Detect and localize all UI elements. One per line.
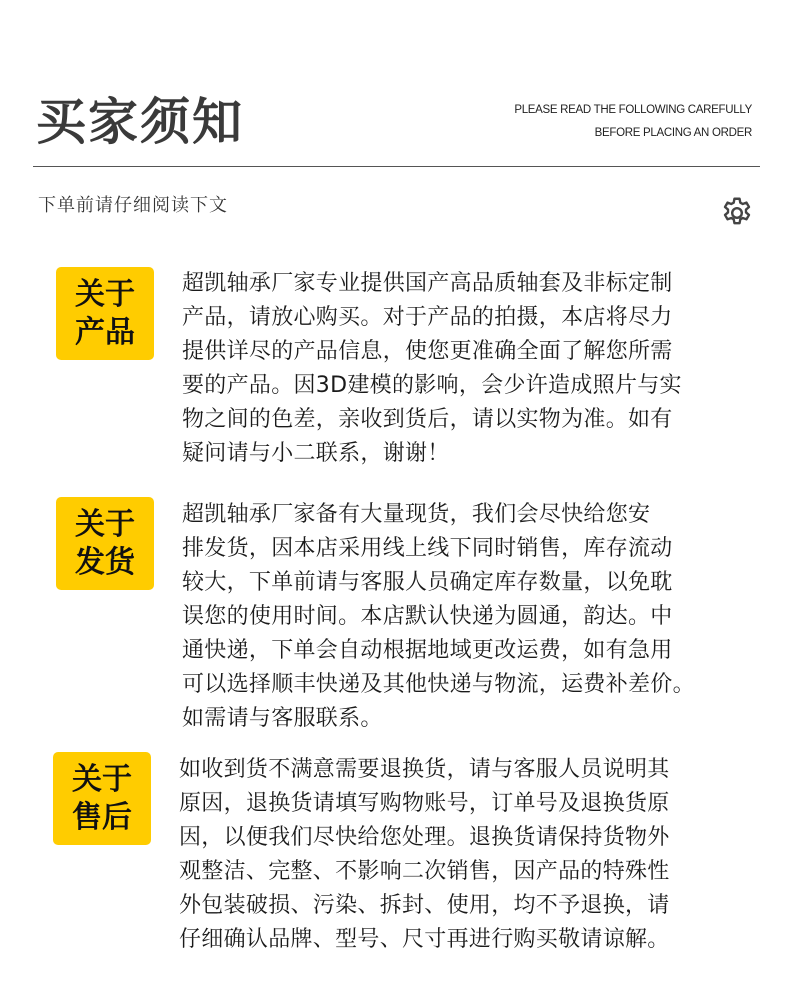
badge-about-after-sales	[53, 752, 151, 845]
text-line: 可以选择顺丰快递及其他快递与物流，运费补差价。	[182, 672, 695, 697]
badge-line: 关于	[75, 506, 135, 542]
badge-about-product	[56, 267, 154, 360]
text-line: 较大，下单前请与客服人员确定库存数量，以免耽	[182, 570, 673, 595]
badge-about-shipping	[56, 497, 154, 590]
badge-line: 发货	[75, 544, 135, 580]
intro-text: 下单前请仔细阅读下文	[38, 195, 228, 216]
text-line: 观整洁、完整、不影响二次销售，因产品的特殊性	[179, 859, 670, 884]
text-line: 疑问请与小二联系，谢谢！	[182, 441, 450, 466]
text-line: 原因，退换货请填写购物账号，订单号及退换货原	[179, 791, 670, 816]
badge-line: 关于	[72, 761, 132, 797]
gear-icon	[719, 195, 755, 231]
text-line: 仔细确认品牌、型号、尺寸再进行购买敬请谅解。	[179, 927, 670, 952]
divider	[33, 166, 760, 167]
text-line: 超凯轴承厂家专业提供国产高品质轴套及非标定制	[182, 271, 673, 296]
badge-line: 关于	[75, 276, 135, 312]
section-product-text	[182, 267, 742, 471]
text-line: 如收到货不满意需要退换货，请与客服人员说明其	[179, 757, 670, 782]
section-shipping-text	[182, 498, 742, 736]
text-line: 排发货，因本店采用线上线下同时销售，库存流动	[182, 536, 673, 561]
text-line: 外包装破损、污染、拆封、使用，均不予退换，请	[179, 893, 670, 918]
badge-line: 产品	[75, 314, 135, 350]
subtitle-en-line2: BEFORE PLACING AN ORDER	[594, 127, 752, 139]
page-title: 买家须知	[36, 93, 244, 151]
text-line: 物之间的色差，亲收到货后，请以实物为准。如有	[182, 407, 673, 432]
badge-line: 售后	[72, 799, 132, 835]
text-line: 产品，请放心购买。对于产品的拍摄，本店将尽力	[182, 305, 673, 330]
text-line: 要的产品。因3D建模的影响，会少许造成照片与实	[182, 373, 682, 398]
subtitle-en-line1: PLEASE READ THE FOLLOWING CAREFULLY	[514, 104, 752, 116]
text-line: 超凯轴承厂家备有大量现货，我们会尽快给您安	[182, 502, 651, 527]
text-line: 通快递，下单会自动根据地域更改运费，如有急用	[182, 638, 673, 663]
text-line: 提供详尽的产品信息，使您更准确全面了解您所需	[182, 339, 673, 364]
section-after-sales-text	[179, 753, 739, 957]
text-line: 如需请与客服联系。	[182, 706, 383, 731]
text-line: 因，以便我们尽快给您处理。退换货请保持货物外	[179, 825, 670, 850]
text-line: 误您的使用时间。本店默认快递为圆通，韵达。中	[182, 604, 673, 629]
